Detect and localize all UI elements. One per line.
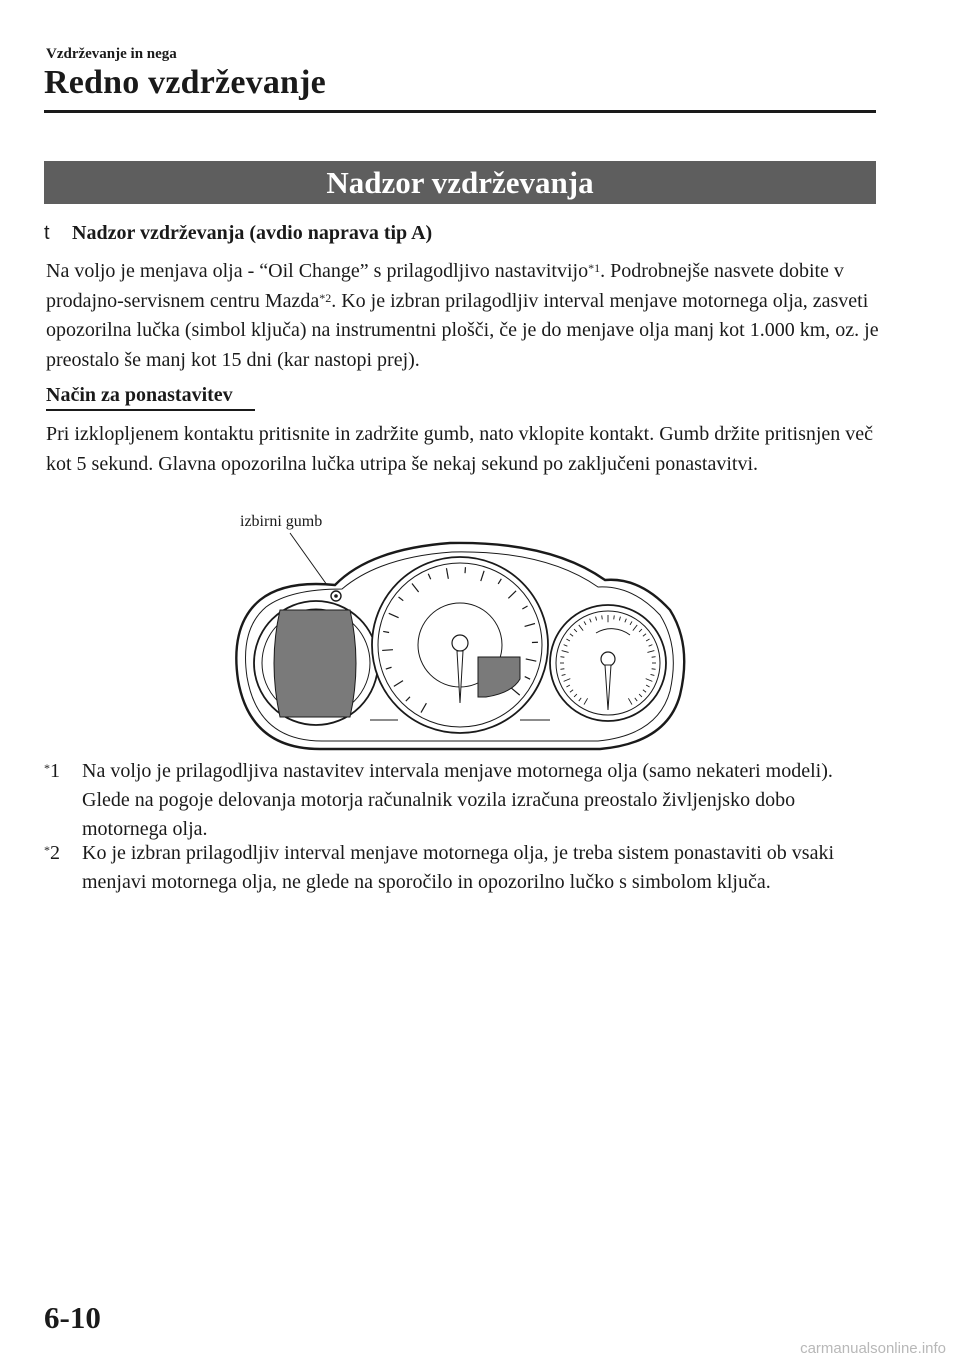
center-gauge [372,557,548,733]
callout-label: izbirni gumb [240,513,323,530]
gauge-tick [614,615,615,619]
display-panel [274,610,356,717]
intro-paragraph [46,257,880,375]
subheading [44,222,432,245]
footnote-2 [44,839,884,897]
footnote-2-number: *2 [44,842,60,864]
select-button-center [334,594,338,598]
instrument-cluster-diagram [230,505,690,755]
footnote-2-text: Ko je izbran prilagodljiv interval menjave motornega olja, je treba sistem ponastaviti ob vsaki menjavi motornega olja, ne glede na sporočilo in opozorilno lučko s simbolom ključa. [82,842,835,893]
footnote-1-number: *1 [44,760,60,782]
right-gauge [550,605,666,721]
watermark: carmanualsonline.info [800,1340,946,1357]
page-number: 6-10 [44,1300,101,1335]
running-head: Vzdrževanje in nega [46,46,177,62]
gauge-tick [382,650,393,651]
intro-text-3: . Ko je izbran prilagodljiv interval menjave motornega olja, zasveti opozorilna lučka (simbol ključa) na instrumentni plošči, če je do menjave olja manj kot 1.000 km, oz. je preostalo še manj kot 15 dni (kar nastopi prej). [46,289,879,371]
footnote-ref-2[interactable]: *2 [319,290,332,305]
header-rule [44,110,876,113]
left-gauge [254,601,378,725]
gauge-tick [652,657,656,658]
reset-method-underline [46,409,255,411]
footnote-1-text: Na voljo je prilagodljiva nastavitev intervala menjave motornega olja (samo nekateri modeli). Glede na pogoje delovanja motorja računalnik vozila izračuna preostalo življenjsko dobo motornega olja. [82,760,833,840]
gauge-tick [602,615,603,619]
intro-text-1: Na voljo je menjava olja - “Oil Change” s prilagodljivo nastavitvijo [46,260,589,282]
bullet-icon: t [44,222,50,244]
topic-banner: Nadzor vzdrževanja [44,161,876,204]
reset-method-heading: Način za ponastavitev [46,384,233,406]
intro-text-2: . Podrobnejše nasvete dobite v prodajno-servisnem centru Mazda [46,260,844,312]
reset-paragraph: Pri izklopljenem kontaktu pritisnite in zadržite gumb, nato vklopite kontakt. Gumb držite pritisnjen več kot 5 sekund. Glavna opozorilna lučka utripa še nekaj sekund po zaključeni ponastavitvi. [46,423,874,475]
gauge-tick [560,657,564,658]
footnote-1 [44,757,884,844]
section-title: Redno vzdrževanje [44,64,326,101]
subheading-text: Nadzor vzdrževanja (avdio naprava tip A) [72,222,433,244]
gauge-tick [652,669,656,670]
footnote-ref-1[interactable]: *1 [588,261,601,275]
gauge-tick [560,669,564,670]
